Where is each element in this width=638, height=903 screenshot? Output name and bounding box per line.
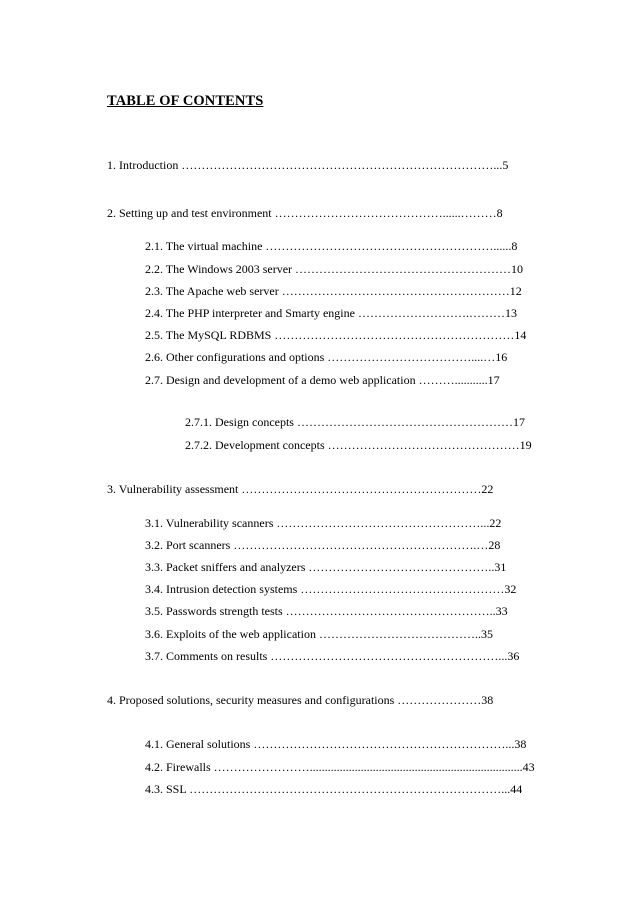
- toc-entry: 2.7. Design and development of a demo web application ………...........17: [145, 373, 500, 387]
- toc-entry: 4.1. General solutions ………………………………………………………...38: [145, 737, 527, 751]
- toc-entry: 3.1. Vulnerability scanners ……………………………………………...22: [145, 516, 502, 530]
- toc-entry: 3.7. Comments on results …………………………………………………...36: [145, 649, 520, 663]
- toc-entry: 3.2. Port scanners …………………………………………………….…28: [145, 538, 501, 552]
- toc-entry: 2.4. The PHP interpreter and Smarty engine ……………………….………13: [145, 306, 517, 320]
- toc-entry: 1. Introduction ……………………………………………………………………...5: [107, 158, 509, 172]
- toc-entry: 2.7.1. Design concepts ………………………………………………17: [185, 415, 525, 429]
- toc-entry: 3.4. Intrusion detection systems ……………………………………………32: [145, 582, 517, 596]
- toc-entry: 2.5. The MySQL RDBMS ……………………………………………………14: [145, 328, 527, 342]
- toc-entry: 2.1. The virtual machine …………………………………………………......8: [145, 239, 518, 253]
- toc-entry: 4.2. Firewalls …………………….......................................................................43: [145, 760, 535, 774]
- toc-entry: 4. Proposed solutions, security measures and configurations …………………38: [107, 693, 494, 707]
- toc-entry: 3.5. Passwords strength tests ……………………………………………..33: [145, 604, 508, 618]
- toc-entry: 3. Vulnerability assessment ……………………………………………………22: [107, 482, 494, 496]
- toc-entry: 3.6. Exploits of the web application …………………………………..35: [145, 627, 493, 641]
- toc-entry: 2.3. The Apache web server …………………………………………………12: [145, 284, 522, 298]
- toc-entry: 2.6. Other configurations and options ………………………………....…16: [145, 350, 508, 364]
- toc-entry: 3.3. Packet sniffers and analyzers ………………………………………..31: [145, 560, 507, 574]
- toc-entry: 4.3. SSL ……………………………………………………………………...44: [145, 782, 523, 796]
- toc-entry: 2.2. The Windows 2003 server ………………………………………………10: [145, 262, 524, 276]
- page-title: TABLE OF CONTENTS: [107, 93, 264, 109]
- toc-entry: 2. Setting up and test environment ……………………………………......………8: [107, 206, 503, 220]
- toc-entry: 2.7.2. Development concepts …………………………………………19: [185, 438, 532, 452]
